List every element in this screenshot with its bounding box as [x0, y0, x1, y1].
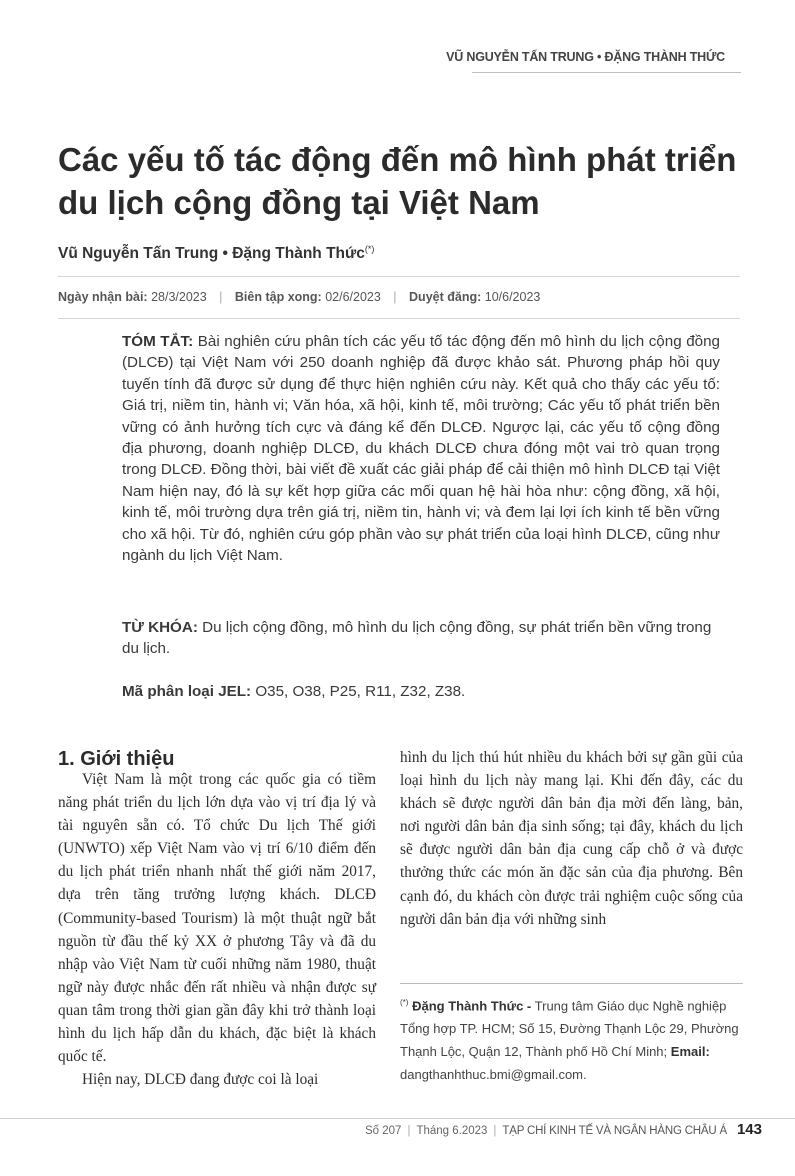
issue-number: Số 207: [364, 1125, 402, 1137]
divider-bottom: [58, 318, 740, 319]
body-paragraph: Hiện nay, DLCĐ đang được coi là loại: [82, 1071, 319, 1089]
footnote-affiliation: Trung tâm Giáo dục Nghề nghiệp Tổng hợp TP. HCM; Số 15, Đường Thạnh Lộc 29, Phường Thạnh Lộc, Quận 12, Thành phố Hồ Chí Minh;: [400, 998, 739, 1060]
journal-name: TẠP CHÍ KINH TẾ VÀ NGÂN HÀNG CHÂU Á: [502, 1125, 727, 1137]
footer-separator: |: [493, 1125, 497, 1137]
divider-top: [58, 276, 740, 277]
running-head-authors: VŨ NGUYỄN TẤN TRUNG • ĐẶNG THÀNH THỨC: [446, 50, 725, 64]
jel-text: O35, O38, P25, R11, Z32, Z38.: [255, 683, 466, 700]
jel-codes: [122, 681, 720, 702]
header-divider: [472, 72, 741, 73]
footnote-marker: (*): [400, 998, 409, 1007]
abstract-text: Bài nghiên cứu phân tích các yếu tố tác động đến mô hình du lịch cộng đồng (DLCĐ) tại Việt Nam với 250 doanh nghiệp đã được khảo sát. Phương pháp hồi quy tuyến tính đã được sử dụng để thực hiện nghiên cứu này. Kết quả cho thấy các yếu tố: Giá trị, niềm tin, hành vi; Văn hóa, xã hội, kinh tế, môi trường; Các yếu tố phát triển bền vững có ảnh hưởng tích cực và đáng kể đến DLCĐ. Ngược lại, các yếu tố cộng đồng địa phương, doanh nghiệp DLCĐ, du khách DLCĐ chưa đóng một vai trò quan trọng trong DLCĐ. Đồng thời, bài viết đề xuất các giải pháp để cải thiện mô hình DLCĐ tại Việt Nam hiện nay, đó là sự kết hợp giữa các mối quan hệ hài hòa như: cộng đồng, xã hội, kinh tế, môi trường dựa trên giá trị, niềm tin, hành vi; và đem lại lợi ích kinh tế bền vững cho xã hội. Từ đó, nghiên cứu góp phần vào sự phát triển của loại hình DLCĐ, cũng như ngành du lịch Việt Nam.: [122, 333, 720, 565]
abstract-label: TÓM TẮT:: [122, 333, 194, 350]
date-separator: |: [393, 290, 397, 304]
author-line: [58, 244, 374, 263]
edited-label: Biên tập xong:: [234, 290, 322, 304]
date-separator: |: [219, 290, 223, 304]
keywords: [122, 617, 720, 660]
edited-date: 02/6/2023: [325, 290, 381, 304]
footnote-author-name: Đặng Thành Thức -: [412, 998, 532, 1014]
footnote-email[interactable]: dangthanhthuc.bmi@gmail.com.: [400, 1067, 587, 1083]
article-dates: [58, 290, 540, 304]
received-date: 28/3/2023: [151, 290, 207, 304]
section-heading-introduction: 1. Giới thiệu: [58, 748, 175, 770]
approved-label: Duyệt đăng:: [409, 290, 482, 304]
body-column-left: [58, 768, 376, 1091]
body-column-right: [400, 746, 743, 931]
footnote-divider: [400, 983, 743, 984]
footnote-email-label: Email:: [670, 1044, 710, 1060]
author-footnote: [400, 991, 743, 1086]
abstract: [122, 331, 720, 566]
author-names: Vũ Nguyễn Tấn Trung • Đặng Thành Thức: [58, 245, 365, 263]
article-title: Các yếu tố tác động đến mô hình phát triển du lịch cộng đồng tại Việt Nam: [58, 141, 737, 221]
approved-date: 10/6/2023: [484, 290, 541, 304]
received-label: Ngày nhận bài:: [58, 290, 148, 304]
page-footer: [365, 1121, 762, 1138]
issue-month: Tháng 6.2023: [416, 1125, 488, 1137]
footer-separator: |: [407, 1125, 411, 1137]
page-number: 143: [736, 1121, 762, 1138]
body-paragraph: hình du lịch thú hút nhiều du khách bởi sự gần gũi của loại hình du lịch này mang lại. Khi đến đây, các du khách sẽ được người dân bản địa mời đến làng, bản, nơi người dân bản địa sinh sống; tại đây, khách du lịch sẽ được người dân bản địa cung cấp chỗ ở và được thưởng thức các món ăn đặc sản của địa phương. Bên cạnh đó, du khách còn được trải nghiệm cuộc sống của người dân bản địa với những sinh: [400, 749, 743, 928]
jel-label: Mã phân loại JEL:: [122, 683, 252, 700]
keywords-text: Du lịch cộng đồng, mô hình du lịch cộng đồng, sự phát triển bền vững trong du lịch.: [122, 619, 712, 658]
author-footnote-marker: (*): [364, 244, 375, 254]
footer-divider: [0, 1118, 795, 1119]
keywords-label: TỪ KHÓA:: [122, 619, 198, 636]
body-paragraph: Việt Nam là một trong các quốc gia có tiềm năng phát triển du lịch lớn dựa vào vị trí địa lý và tài nguyên sẵn có. Tổ chức Du lịch Thế giới (UNWTO) xếp Việt Nam vào vị trí 6/10 điểm đến du lịch phát triển nhanh nhất thế giới năm 2017, dựa trên tăng trưởng lượng khách. DLCĐ (Community-based Tourism) là một thuật ngữ bắt nguồn từ đầu thế kỷ XX ở phương Tây và đã du nhập vào Việt Nam từ cuối những năm 1980, thuật ngữ này được nhắc đến rất nhiều và nhận được sự quan tâm trong thời gian gần đây khi trở thành loại hình du lịch hấp dẫn du khách, đặc biệt là khách quốc tế.: [58, 771, 376, 1066]
